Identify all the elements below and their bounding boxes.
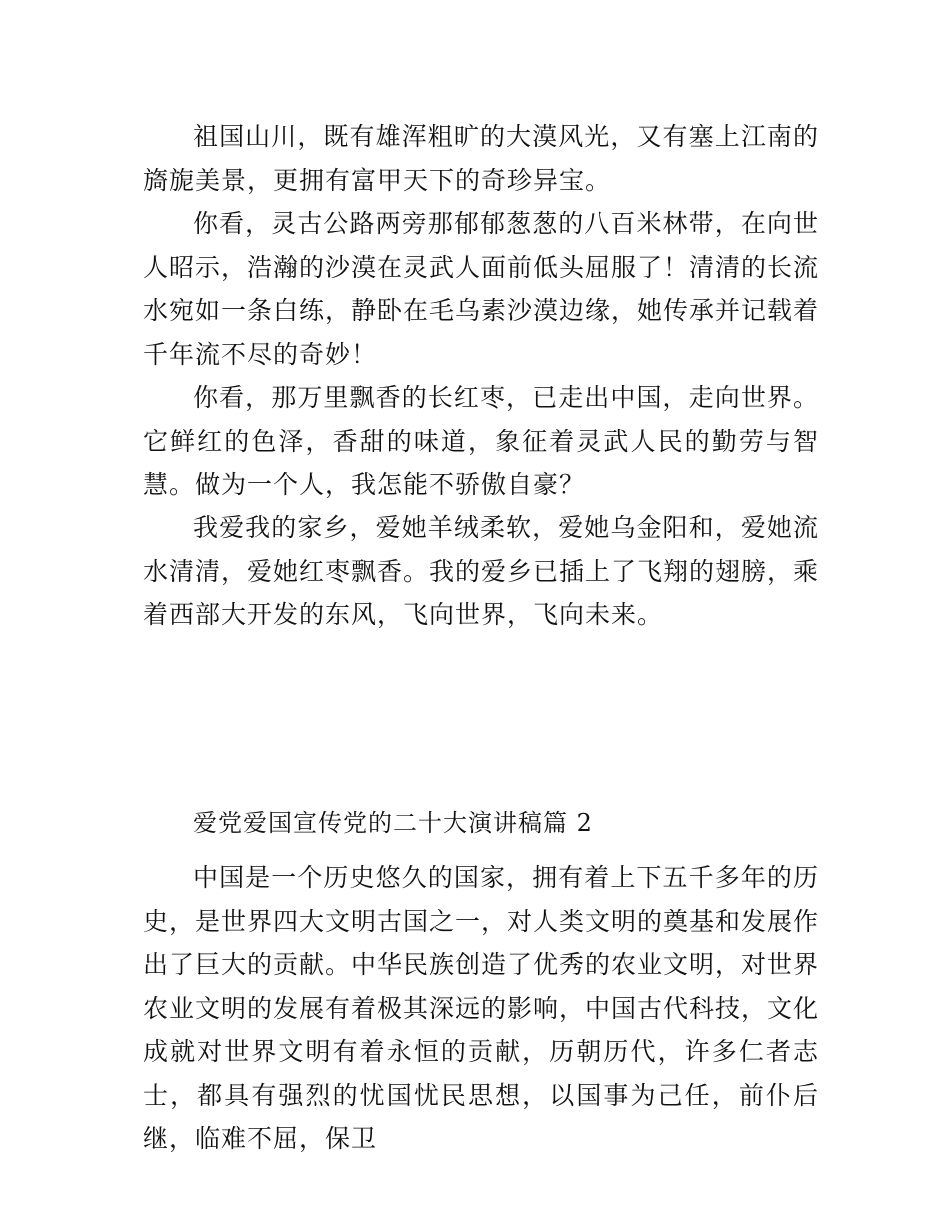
paragraph: 我爱我的家乡，爱她羊绒柔软，爱她乌金阳和，爱她流水清清，爱她红枣飘香。我的爱乡已插上了飞翔的翅膀，乘着西部大开发的东风，飞向世界，飞向未来。 — [143, 513, 820, 629]
section-title: 爱党爱国宣传党的二十大演讲稿篇 2 — [193, 809, 593, 837]
paragraph: 中国是一个历史悠久的国家，拥有着上下五千多年的历史，是世界四大文明古国之一，对人类文明的奠基和发展作出了巨大的贡献。中华民族创造了优秀的农业文明，对世界农业文明的发展有着极其深远的影响，中国古代科技，文化成就对世界文明有着永恒的贡献，历朝历代，许多仁者志士，都具有强烈的忧国忧民思想，以国事为己任，前仆后继，临难不屈，保卫 — [143, 863, 820, 1153]
paragraph: 你看，灵古公路两旁那郁郁葱葱的八百米林带，在向世人昭示，浩瀚的沙漠在灵武人面前低头屈服了！清清的长流水宛如一条白练，静卧在毛乌素沙漠边缘，她传承并记载着千年流不尽的奇妙！ — [143, 209, 820, 369]
paragraph: 祖国山川，既有雄浑粗旷的大漠风光，又有塞上江南的旖旎美景，更拥有富甲天下的奇珍异宝。 — [143, 122, 819, 195]
paragraph: 你看，那万里飘香的长红枣，已走出中国，走向世界。它鲜红的色泽，香甜的味道，象征着灵武人民的勤劳与智慧。做为一个人，我怎能不骄傲自豪？ — [143, 383, 819, 499]
